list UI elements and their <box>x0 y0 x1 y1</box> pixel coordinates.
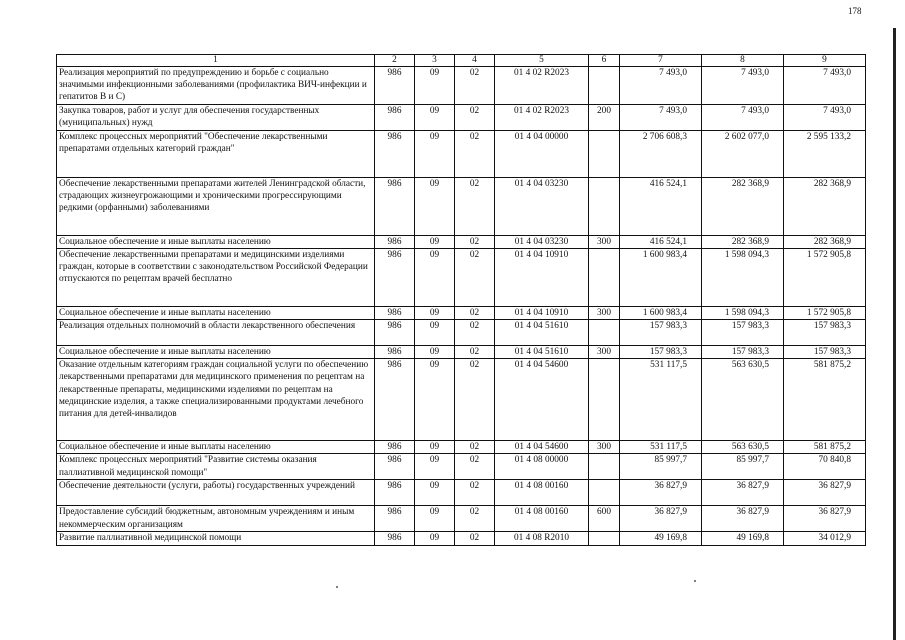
table-row <box>57 235 866 248</box>
row-target-article: 01 4 08 R2010 <box>495 532 589 545</box>
row-admin-code: 986 <box>375 320 415 346</box>
column-header: 8 <box>702 55 784 67</box>
row-amount-col9: 157 983,3 <box>784 320 866 346</box>
row-target-article: 01 4 04 10910 <box>495 306 589 319</box>
row-amount-col9: 581 875,2 <box>784 359 866 441</box>
row-target-article: 01 4 04 03230 <box>495 177 589 235</box>
row-amount-col7: 7 493,0 <box>620 67 702 105</box>
row-section: 09 <box>415 359 455 441</box>
row-amount-col7: 36 827,9 <box>620 506 702 532</box>
row-target-article: 01 4 04 54600 <box>495 441 589 454</box>
column-header: 4 <box>455 55 495 67</box>
table-row <box>57 506 866 532</box>
table-header-row <box>57 55 866 67</box>
row-section: 09 <box>415 235 455 248</box>
row-amount-col7: 1 600 983,4 <box>620 248 702 306</box>
table-row <box>57 532 866 545</box>
budget-table <box>56 54 866 546</box>
row-amount-col7: 157 983,3 <box>620 320 702 346</box>
row-expense-type <box>589 130 620 177</box>
row-subsection: 02 <box>455 248 495 306</box>
row-amount-col8: 1 598 094,3 <box>702 248 784 306</box>
row-amount-col8: 49 169,8 <box>702 532 784 545</box>
table-row <box>57 177 866 235</box>
row-name: Закупка товаров, работ и услуг для обеспечения государственных (муниципальных) нужд <box>57 104 375 130</box>
row-expense-type: 300 <box>589 235 620 248</box>
row-amount-col9: 282 368,9 <box>784 235 866 248</box>
row-amount-col7: 157 983,3 <box>620 346 702 359</box>
row-name: Обеспечение лекарственными препаратами жителей Ленинградской области, страдающих жизнеугрожающими и хроническими прогрессирующими редкими (орфанными) заболеваниями <box>57 177 375 235</box>
row-amount-col7: 531 117,5 <box>620 359 702 441</box>
row-admin-code: 986 <box>375 359 415 441</box>
row-amount-col8: 563 630,5 <box>702 441 784 454</box>
row-amount-col9: 1 572 905,8 <box>784 248 866 306</box>
row-expense-type: 300 <box>589 346 620 359</box>
scan-edge-mark <box>893 28 896 640</box>
row-amount-col9: 7 493,0 <box>784 67 866 105</box>
row-name: Социальное обеспечение и иные выплаты населению <box>57 346 375 359</box>
row-target-article: 01 4 04 51610 <box>495 346 589 359</box>
table-row <box>57 306 866 319</box>
row-amount-col8: 36 827,9 <box>702 506 784 532</box>
row-amount-col9: 1 572 905,8 <box>784 306 866 319</box>
row-target-article: 01 4 02 R2023 <box>495 104 589 130</box>
column-header: 7 <box>620 55 702 67</box>
row-expense-type <box>589 532 620 545</box>
row-amount-col9: 157 983,3 <box>784 346 866 359</box>
row-admin-code: 986 <box>375 532 415 545</box>
row-amount-col8: 282 368,9 <box>702 235 784 248</box>
row-admin-code: 986 <box>375 235 415 248</box>
row-target-article: 01 4 04 10910 <box>495 248 589 306</box>
row-amount-col8: 2 602 077,0 <box>702 130 784 177</box>
row-admin-code: 986 <box>375 130 415 177</box>
row-expense-type: 600 <box>589 506 620 532</box>
row-name: Развитие паллиативной медицинской помощи <box>57 532 375 545</box>
row-expense-type <box>589 320 620 346</box>
page-number: 178 <box>848 6 862 16</box>
row-amount-col9: 36 827,9 <box>784 506 866 532</box>
row-target-article: 01 4 08 00000 <box>495 454 589 480</box>
row-admin-code: 986 <box>375 67 415 105</box>
row-section: 09 <box>415 346 455 359</box>
row-admin-code: 986 <box>375 306 415 319</box>
row-subsection: 02 <box>455 67 495 105</box>
row-subsection: 02 <box>455 480 495 506</box>
column-header: 9 <box>784 55 866 67</box>
row-target-article: 01 4 04 54600 <box>495 359 589 441</box>
row-section: 09 <box>415 506 455 532</box>
table-row <box>57 441 866 454</box>
row-name: Обеспечение деятельности (услуги, работы) государственных учреждений <box>57 480 375 506</box>
row-amount-col7: 416 524,1 <box>620 177 702 235</box>
row-amount-col8: 282 368,9 <box>702 177 784 235</box>
row-name: Обеспечение лекарственными препаратами и медицинскими изделиями граждан, которые в соответствии с законодательством Российской Федерации отпускаются по рецептам врачей бесплатно <box>57 248 375 306</box>
table-row <box>57 454 866 480</box>
row-amount-col9: 2 595 133,2 <box>784 130 866 177</box>
row-expense-type: 300 <box>589 441 620 454</box>
table-row <box>57 67 866 105</box>
row-section: 09 <box>415 177 455 235</box>
row-subsection: 02 <box>455 441 495 454</box>
row-name: Комплекс процессных мероприятий "Обеспечение лекарственными препаратами отдельных категорий граждан" <box>57 130 375 177</box>
table-row <box>57 359 866 441</box>
row-target-article: 01 4 04 51610 <box>495 320 589 346</box>
row-amount-col7: 2 706 608,3 <box>620 130 702 177</box>
column-header: 5 <box>495 55 589 67</box>
row-admin-code: 986 <box>375 248 415 306</box>
row-expense-type <box>589 454 620 480</box>
row-subsection: 02 <box>455 104 495 130</box>
row-amount-col9: 36 827,9 <box>784 480 866 506</box>
row-expense-type <box>589 248 620 306</box>
row-section: 09 <box>415 454 455 480</box>
row-admin-code: 986 <box>375 480 415 506</box>
row-amount-col8: 85 997,7 <box>702 454 784 480</box>
row-amount-col9: 581 875,2 <box>784 441 866 454</box>
row-name: Социальное обеспечение и иные выплаты населению <box>57 306 375 319</box>
row-admin-code: 986 <box>375 346 415 359</box>
row-name: Комплекс процессных мероприятий "Развитие системы оказания паллиативной медицинской помощи" <box>57 454 375 480</box>
scan-dot <box>694 580 696 582</box>
row-amount-col8: 7 493,0 <box>702 104 784 130</box>
row-expense-type <box>589 480 620 506</box>
row-amount-col7: 531 117,5 <box>620 441 702 454</box>
row-section: 09 <box>415 67 455 105</box>
table-row <box>57 346 866 359</box>
row-expense-type: 200 <box>589 104 620 130</box>
column-header: 1 <box>57 55 375 67</box>
row-amount-col8: 36 827,9 <box>702 480 784 506</box>
table-row <box>57 480 866 506</box>
row-subsection: 02 <box>455 359 495 441</box>
column-header: 2 <box>375 55 415 67</box>
row-amount-col8: 563 630,5 <box>702 359 784 441</box>
row-amount-col9: 70 840,8 <box>784 454 866 480</box>
row-subsection: 02 <box>455 235 495 248</box>
row-subsection: 02 <box>455 346 495 359</box>
row-admin-code: 986 <box>375 177 415 235</box>
row-name: Оказание отдельным категориям граждан социальной услуги по обеспечению лекарственными препаратами для медицинского применения по рецептам на лекарственные препараты, медицинскими изделиями по рецептам на медицинские изделия, а также специализированными продуктами лечебного питания для детей-инвалидов <box>57 359 375 441</box>
row-admin-code: 986 <box>375 104 415 130</box>
row-amount-col7: 1 600 983,4 <box>620 306 702 319</box>
row-amount-col8: 1 598 094,3 <box>702 306 784 319</box>
row-target-article: 01 4 08 00160 <box>495 506 589 532</box>
row-subsection: 02 <box>455 130 495 177</box>
row-amount-col8: 157 983,3 <box>702 320 784 346</box>
row-subsection: 02 <box>455 306 495 319</box>
row-name: Предоставление субсидий бюджетным, автономным учреждениям и иным некоммерческим организациям <box>57 506 375 532</box>
row-admin-code: 986 <box>375 454 415 480</box>
row-expense-type <box>589 67 620 105</box>
row-target-article: 01 4 04 00000 <box>495 130 589 177</box>
row-target-article: 01 4 04 03230 <box>495 235 589 248</box>
row-amount-col7: 416 524,1 <box>620 235 702 248</box>
row-section: 09 <box>415 104 455 130</box>
row-subsection: 02 <box>455 506 495 532</box>
row-subsection: 02 <box>455 320 495 346</box>
row-section: 09 <box>415 306 455 319</box>
row-name: Реализация мероприятий по предупреждению и борьбе с социально значимыми инфекционными заболеваниями (профилактика ВИЧ-инфекции и гепатитов В и С) <box>57 67 375 105</box>
row-target-article: 01 4 08 00160 <box>495 480 589 506</box>
table-row <box>57 320 866 346</box>
scan-dot <box>336 586 338 588</box>
row-name: Социальное обеспечение и иные выплаты населению <box>57 235 375 248</box>
row-subsection: 02 <box>455 454 495 480</box>
table-row <box>57 248 866 306</box>
row-amount-col9: 7 493,0 <box>784 104 866 130</box>
row-expense-type: 300 <box>589 306 620 319</box>
row-section: 09 <box>415 532 455 545</box>
row-amount-col7: 7 493,0 <box>620 104 702 130</box>
row-section: 09 <box>415 320 455 346</box>
row-name: Реализация отдельных полномочий в области лекарственного обеспечения <box>57 320 375 346</box>
row-subsection: 02 <box>455 532 495 545</box>
row-section: 09 <box>415 480 455 506</box>
row-subsection: 02 <box>455 177 495 235</box>
table-row <box>57 130 866 177</box>
row-admin-code: 986 <box>375 441 415 454</box>
row-amount-col9: 34 012,9 <box>784 532 866 545</box>
row-name: Социальное обеспечение и иные выплаты населению <box>57 441 375 454</box>
row-amount-col7: 85 997,7 <box>620 454 702 480</box>
row-amount-col8: 157 983,3 <box>702 346 784 359</box>
row-admin-code: 986 <box>375 506 415 532</box>
row-expense-type <box>589 359 620 441</box>
table-row <box>57 104 866 130</box>
row-section: 09 <box>415 130 455 177</box>
row-amount-col9: 282 368,9 <box>784 177 866 235</box>
row-expense-type <box>589 177 620 235</box>
row-amount-col8: 7 493,0 <box>702 67 784 105</box>
row-section: 09 <box>415 441 455 454</box>
column-header: 3 <box>415 55 455 67</box>
row-target-article: 01 4 02 R2023 <box>495 67 589 105</box>
row-amount-col7: 36 827,9 <box>620 480 702 506</box>
row-amount-col7: 49 169,8 <box>620 532 702 545</box>
row-section: 09 <box>415 248 455 306</box>
column-header: 6 <box>589 55 620 67</box>
